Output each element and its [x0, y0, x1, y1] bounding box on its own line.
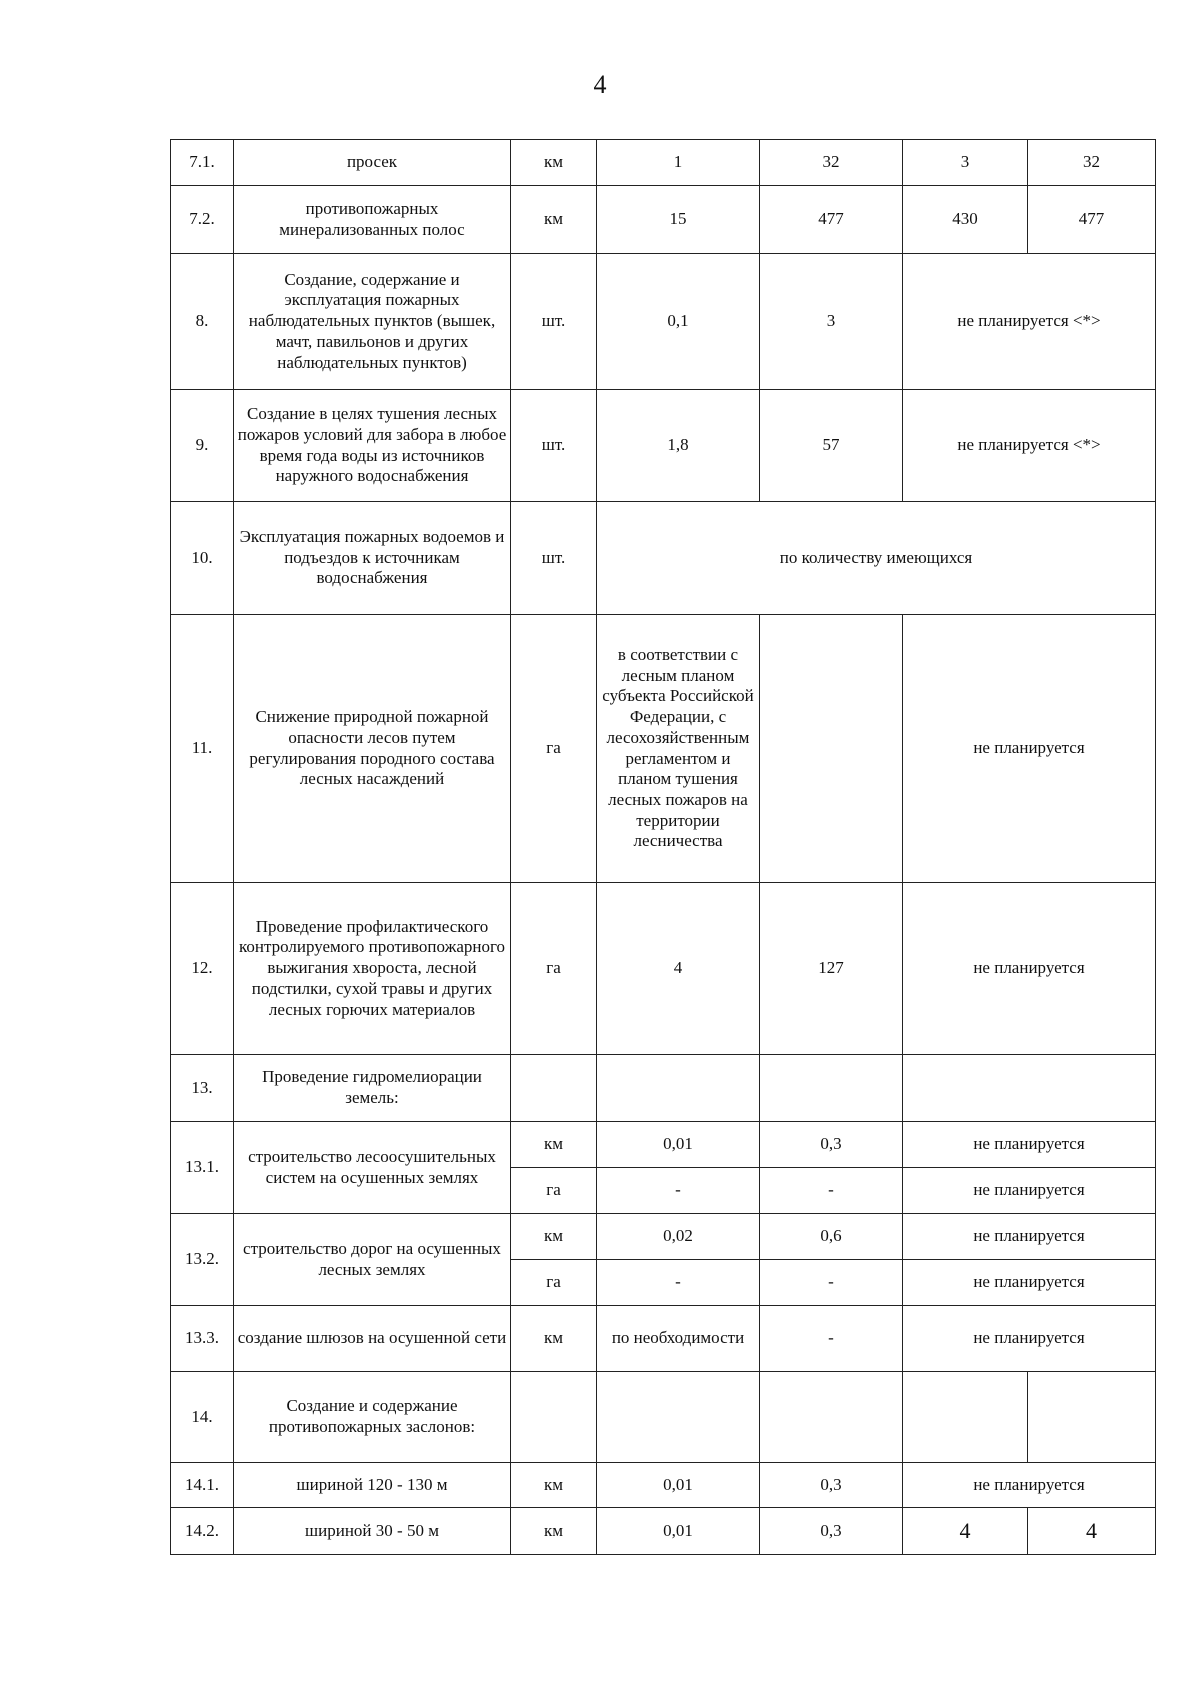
value-cell: - [760, 1260, 903, 1306]
value-cell: 477 [760, 186, 903, 254]
row-name: создание шлюзов на осушенной сети [234, 1306, 511, 1372]
row-unit: км [511, 1508, 597, 1555]
value-cell: 127 [760, 883, 903, 1055]
value-cell: 477 [1028, 186, 1156, 254]
table-row [171, 1306, 1156, 1372]
table-row [171, 883, 1156, 1055]
empty-cell [760, 1055, 903, 1122]
value-cell: 0,1 [597, 254, 760, 390]
empty-cell [597, 1055, 760, 1122]
row-number: 9. [171, 390, 234, 502]
value-cell: 0,01 [597, 1463, 760, 1508]
row-number: 14.2. [171, 1508, 234, 1555]
table-row [171, 1508, 1156, 1555]
empty-cell [1028, 1372, 1156, 1463]
merged-value-cell: не планируется [903, 615, 1156, 883]
table-row [171, 140, 1156, 186]
row-name: Создание в целях тушения лесных пожаров условий для забора в любое время года воды из источников наружного водоснабжения [234, 390, 511, 502]
row-number: 11. [171, 615, 234, 883]
row-name: строительство дорог на осушенных лесных землях [234, 1214, 511, 1306]
row-number: 7.2. [171, 186, 234, 254]
row-number: 13.3. [171, 1306, 234, 1372]
merged-value-cell: не планируется [903, 1122, 1156, 1168]
table-row [171, 390, 1156, 502]
row-number: 14.1. [171, 1463, 234, 1508]
row-number: 13. [171, 1055, 234, 1122]
row-unit: шт. [511, 390, 597, 502]
merged-value-cell: не планируется <*> [903, 254, 1156, 390]
row-unit: км [511, 1214, 597, 1260]
value-cell: - [760, 1306, 903, 1372]
value-cell: 0,3 [760, 1463, 903, 1508]
row-name: противопожарных минерализованных полос [234, 186, 511, 254]
row-number: 10. [171, 502, 234, 615]
merged-value-cell: не планируется [903, 1168, 1156, 1214]
row-number: 7.1. [171, 140, 234, 186]
value-cell: 1,8 [597, 390, 760, 502]
row-unit: шт. [511, 502, 597, 615]
table-row [171, 1214, 1156, 1260]
value-cell: - [597, 1260, 760, 1306]
empty-cell [511, 1055, 597, 1122]
row-unit: км [511, 186, 597, 254]
value-cell: 0,3 [760, 1508, 903, 1555]
value-cell: в соответствии с лесным планом субъекта Российской Федерации, с лесохозяйственным регламентом и планом тушения лесных пожаров на территории лесничества [597, 615, 760, 883]
page-number: 4 [593, 70, 607, 99]
value-cell: 4 [903, 1508, 1028, 1555]
value-cell: 32 [1028, 140, 1156, 186]
row-name: шириной 30 - 50 м [234, 1508, 511, 1555]
empty-cell [511, 1372, 597, 1463]
row-name: шириной 120 - 130 м [234, 1463, 511, 1508]
value-cell: - [597, 1168, 760, 1214]
row-number: 13.2. [171, 1214, 234, 1306]
value-cell [760, 615, 903, 883]
value-cell: 32 [760, 140, 903, 186]
row-number: 8. [171, 254, 234, 390]
table-row [171, 1122, 1156, 1168]
value-cell: 4 [1028, 1508, 1156, 1555]
empty-cell [760, 1372, 903, 1463]
row-number: 13.1. [171, 1122, 234, 1214]
row-name: Проведение гидромелиорации земель: [234, 1055, 511, 1122]
row-number: 14. [171, 1372, 234, 1463]
row-name: просек [234, 140, 511, 186]
row-unit: га [511, 1168, 597, 1214]
row-name: Создание и содержание противопожарных заслонов: [234, 1372, 511, 1463]
row-unit: га [511, 615, 597, 883]
value-cell: 15 [597, 186, 760, 254]
value-cell: 0,6 [760, 1214, 903, 1260]
row-number: 12. [171, 883, 234, 1055]
value-cell: 0,01 [597, 1508, 760, 1555]
empty-cell [597, 1372, 760, 1463]
value-cell: 0,02 [597, 1214, 760, 1260]
value-cell: 3 [903, 140, 1028, 186]
row-unit: км [511, 1463, 597, 1508]
row-name: Проведение профилактического контролируемого противопожарного выжигания хвороста, лесной подстилки, сухой травы и других лесных горючих материалов [234, 883, 511, 1055]
row-name: строительство лесоосушительных систем на осушенных землях [234, 1122, 511, 1214]
row-name: Снижение природной пожарной опасности лесов путем регулирования породного состава лесных насаждений [234, 615, 511, 883]
value-cell: - [760, 1168, 903, 1214]
row-unit: га [511, 883, 597, 1055]
row-unit: км [511, 1122, 597, 1168]
table-row [171, 1372, 1156, 1463]
value-cell: по необходимости [597, 1306, 760, 1372]
merged-value-cell: по количеству имеющихся [597, 502, 1156, 615]
row-unit: га [511, 1260, 597, 1306]
value-cell: 1 [597, 140, 760, 186]
value-cell: 57 [760, 390, 903, 502]
merged-value-cell: не планируется [903, 1260, 1156, 1306]
value-cell: 0,01 [597, 1122, 760, 1168]
table-row [171, 1463, 1156, 1508]
row-unit: км [511, 140, 597, 186]
row-unit: км [511, 1306, 597, 1372]
row-unit: шт. [511, 254, 597, 390]
table-row [171, 254, 1156, 390]
merged-value-cell: не планируется [903, 1306, 1156, 1372]
table-row [171, 1055, 1156, 1122]
value-cell: 4 [597, 883, 760, 1055]
table-row [171, 615, 1156, 883]
merged-value-cell: не планируется <*> [903, 390, 1156, 502]
merged-value-cell: не планируется [903, 1463, 1156, 1508]
table-row [171, 502, 1156, 615]
merged-value-cell: не планируется [903, 1214, 1156, 1260]
value-cell: 3 [760, 254, 903, 390]
table-row [171, 186, 1156, 254]
fire-measures-table [170, 139, 1156, 1555]
value-cell: 430 [903, 186, 1028, 254]
row-name: Эксплуатация пожарных водоемов и подъездов к источникам водоснабжения [234, 502, 511, 615]
empty-cell [903, 1372, 1028, 1463]
value-cell: 0,3 [760, 1122, 903, 1168]
merged-value-cell: не планируется [903, 883, 1156, 1055]
row-name: Создание, содержание и эксплуатация пожарных наблюдательных пунктов (вышек, мачт, павильонов и других наблюдательных пунктов) [234, 254, 511, 390]
empty-cell [903, 1055, 1156, 1122]
